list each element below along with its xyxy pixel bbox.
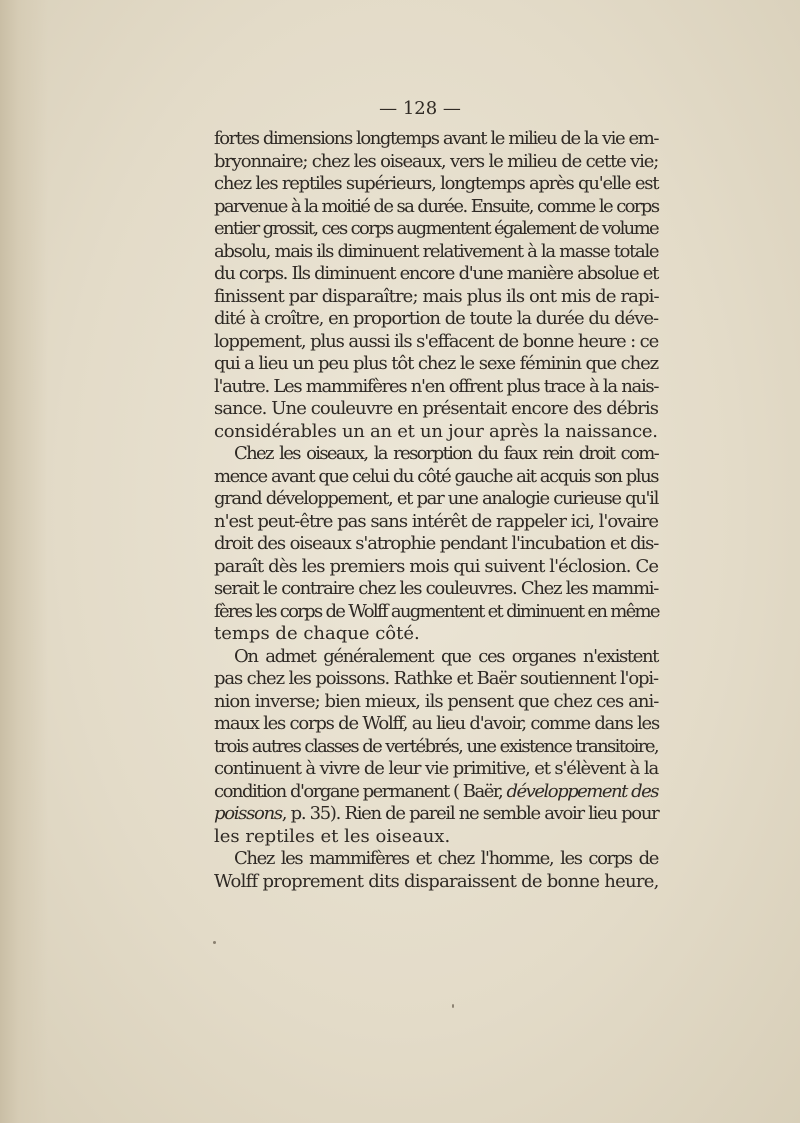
text-line: bryonnaire; chez les oiseaux, vers le milieu de cette vie; <box>214 150 659 172</box>
text-line: continuent à vivre de leur vie primitive, et s'élèvent à la <box>214 758 659 779</box>
text-line: serait le contraire chez les couleuvres. Chez les mammi- <box>214 578 658 599</box>
text-line: grand développement, et par une analogie curieuse qu'il <box>214 488 658 509</box>
text-line: qui a lieu un peu plus tôt chez le sexe féminin que chez <box>214 353 658 374</box>
text-line: mence avant que celui du côté gauche ait acquis son plus <box>214 465 658 487</box>
text-line: Chez les oiseaux, la resorption du faux rein droit com- <box>234 443 658 464</box>
text-line: fères les corps de Wolff augmentent et diminuent en même <box>214 600 659 622</box>
text-line: l'autre. Les mammifères n'en offrent plus trace à la nais- <box>214 375 659 397</box>
text-line: droit des oiseaux s'atrophie pendant l'incubation et dis- <box>214 533 659 554</box>
text-line: poissons, p. 35). Rien de pareil ne semble avoir lieu pour <box>214 803 659 824</box>
text-line: du corps. Ils diminuent encore d'une manière absolue et <box>214 263 658 284</box>
text-line: n'est peut-être pas sans intérêt de rappeler ici, l'ovaire <box>214 510 658 532</box>
page-gutter-shadow <box>0 0 48 1123</box>
text-line: dité à croître, en proportion de toute la durée du déve- <box>214 308 658 329</box>
text-line: fortes dimensions longtemps avant le milieu de la vie em- <box>214 128 658 149</box>
text-line: les reptiles et les oiseaux. <box>214 825 451 847</box>
page-number: — 128 — <box>379 98 461 119</box>
text-line: condition d'organe permanent ( Baër, développement des <box>214 780 658 802</box>
body-text <box>214 128 658 893</box>
text-line: temps de chaque côté. <box>214 623 420 644</box>
text-line: Chez les mammifères et chez l'homme, les corps de <box>234 848 658 869</box>
text-line: chez les reptiles supérieurs, longtemps après qu'elle est <box>214 173 659 194</box>
text-line: loppement, plus aussi ils s'effacent de bonne heure : ce <box>214 330 659 352</box>
text-line: absolu, mais ils diminuent relativement à la masse totale <box>214 240 659 262</box>
text-line: trois autres classes de vertébrés, une existence transitoire, <box>214 735 658 757</box>
text-line: paraît dès les premiers mois qui suivent l'éclosion. Ce <box>214 555 659 577</box>
text-line: entier grossit, ces corps augmentent également de volume <box>214 218 658 239</box>
text-line: finissent par disparaître; mais plus ils ont mis de rapi- <box>214 285 659 307</box>
text-line: Wolff proprement dits disparaissent de bonne heure, <box>214 870 659 892</box>
text-line: maux les corps de Wolff, au lieu d'avoir, comme dans les <box>214 713 659 734</box>
paper-speck <box>452 1004 454 1008</box>
text-line: nion inverse; bien mieux, ils pensent que chez ces ani- <box>214 690 659 712</box>
text-line: considérables un an et un jour après la naissance. <box>214 420 658 442</box>
paper-speck <box>213 941 216 944</box>
text-line: sance. Une couleuvre en présentait encore des débris <box>214 398 659 419</box>
text-line: parvenue à la moitié de sa durée. Ensuite, comme le corps <box>214 195 659 217</box>
text-line: On admet généralement que ces organes n'existent <box>234 645 658 667</box>
text-line: pas chez les poissons. Rathke et Baër soutiennent l'opi- <box>214 668 658 689</box>
